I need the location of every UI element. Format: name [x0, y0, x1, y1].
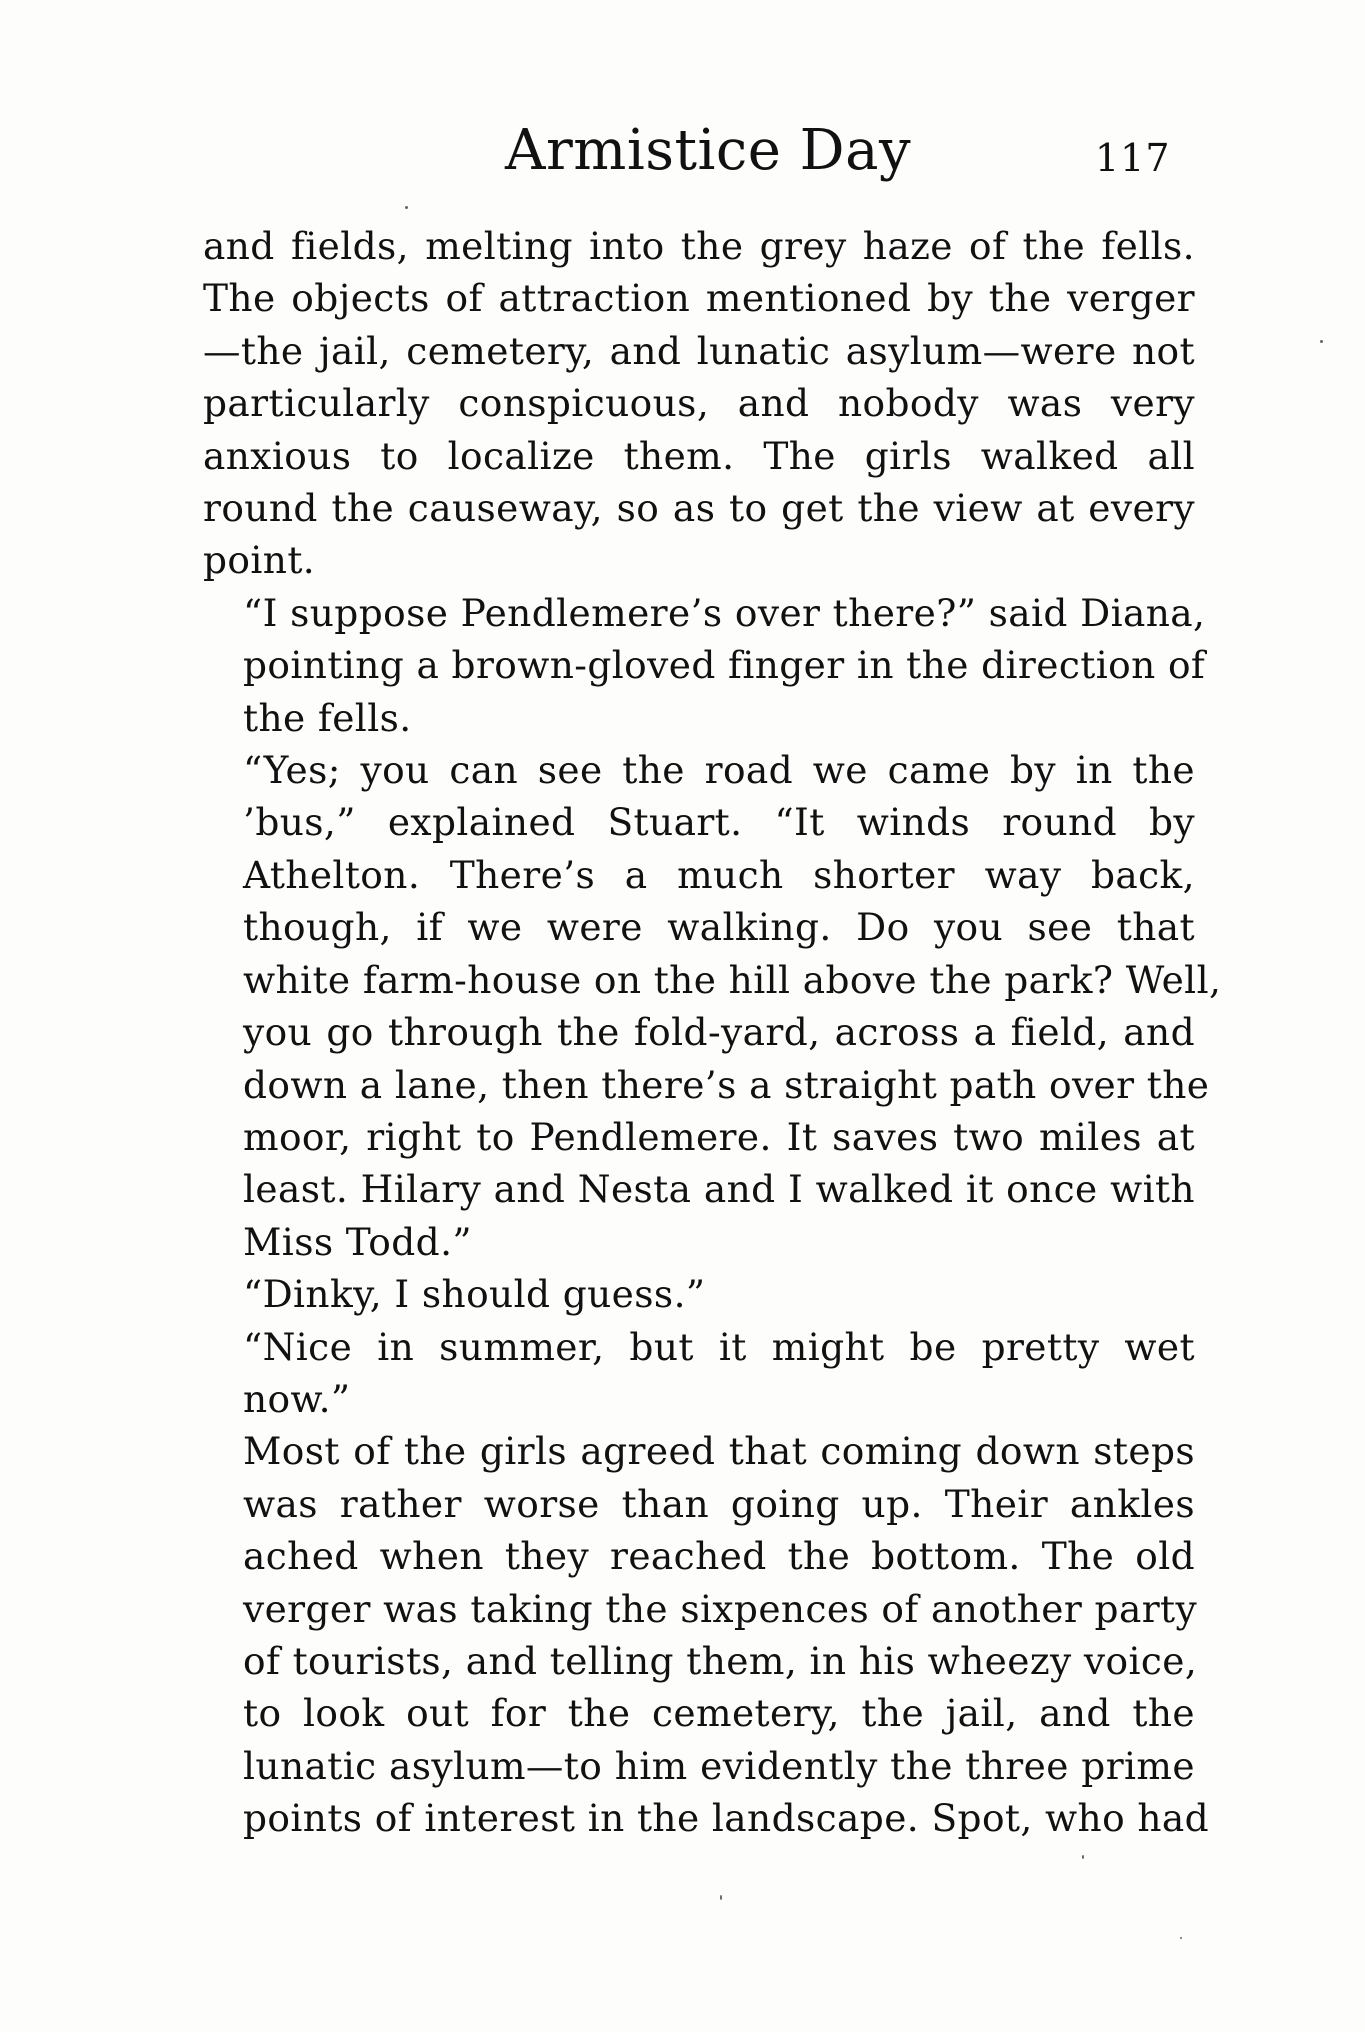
text-line: The objects of attraction mentioned by the verger — [203, 276, 1195, 321]
paragraph — [203, 587, 1206, 744]
paper-speck — [1082, 1855, 1084, 1859]
text-line: now.” — [243, 1376, 351, 1421]
paper-speck — [1180, 1937, 1182, 1939]
running-title: Armistice Day — [505, 118, 912, 183]
text-line: Most of the girls agreed that coming down steps — [243, 1429, 1195, 1474]
text-line: —the jail, cemetery, and lunatic asylum—were not — [203, 328, 1195, 373]
text-line: moor, right to Pendlemere. It saves two miles at — [243, 1114, 1195, 1159]
text-line: “I suppose Pendlemere’s over there?” said Diana, — [243, 590, 1206, 635]
page-header — [0, 118, 1365, 198]
text-line: pointing a brown-gloved finger in the direction of — [243, 643, 1206, 688]
text-line: to look out for the cemetery, the jail, and the — [243, 1691, 1195, 1736]
text-line: point. — [203, 538, 316, 583]
text-line: anxious to localize them. The girls walked all — [203, 433, 1195, 478]
text-line: lunatic asylum—to him evidently the three prime — [243, 1743, 1195, 1788]
text-line: points of interest in the landscape. Spot, who had — [243, 1796, 1210, 1841]
page-number: 117 — [1095, 136, 1171, 180]
paper-speck — [720, 1895, 722, 1900]
paragraph — [203, 1268, 1195, 1320]
text-line: particularly conspicuous, and nobody was very — [203, 381, 1195, 426]
text-line: “Yes; you can see the road we came by in the — [243, 748, 1195, 793]
text-line: Miss Todd.” — [243, 1219, 472, 1264]
text-line: was rather worse than going up. Their ankles — [243, 1481, 1195, 1526]
paragraph — [203, 1425, 1210, 1844]
paragraph — [203, 744, 1222, 1268]
paragraph — [203, 1321, 1195, 1426]
text-line: the fells. — [243, 695, 412, 740]
text-line: ’bus,” explained Stuart. “It winds round by — [243, 800, 1195, 845]
text-line: you go through the fold-yard, across a field, and — [243, 1010, 1195, 1055]
text-line: “Nice in summer, but it might be pretty wet — [243, 1324, 1195, 1369]
text-line: though, if we were walking. Do you see that — [243, 905, 1195, 950]
text-line: “Dinky, I should guess.” — [243, 1272, 706, 1317]
text-line: of tourists, and telling them, in his wheezy voice, — [243, 1638, 1198, 1683]
text-line: round the causeway, so as to get the view at every — [203, 486, 1195, 531]
text-line: down a lane, then there’s a straight path over the — [243, 1062, 1210, 1107]
text-line: least. Hilary and Nesta and I walked it once with — [243, 1167, 1195, 1212]
text-line: ached when they reached the bottom. The old — [243, 1534, 1195, 1579]
text-line: Athelton. There’s a much shorter way back, — [243, 852, 1195, 897]
text-line: and fields, melting into the grey haze of the fells. — [203, 224, 1195, 268]
paper-speck — [1320, 340, 1323, 343]
text-line: verger was taking the sixpences of another party — [243, 1586, 1198, 1631]
body-text — [203, 220, 1222, 1845]
paper-speck — [405, 206, 408, 209]
text-line: white farm-house on the hill above the park? Well, — [243, 957, 1222, 1002]
paragraph — [203, 220, 1195, 587]
